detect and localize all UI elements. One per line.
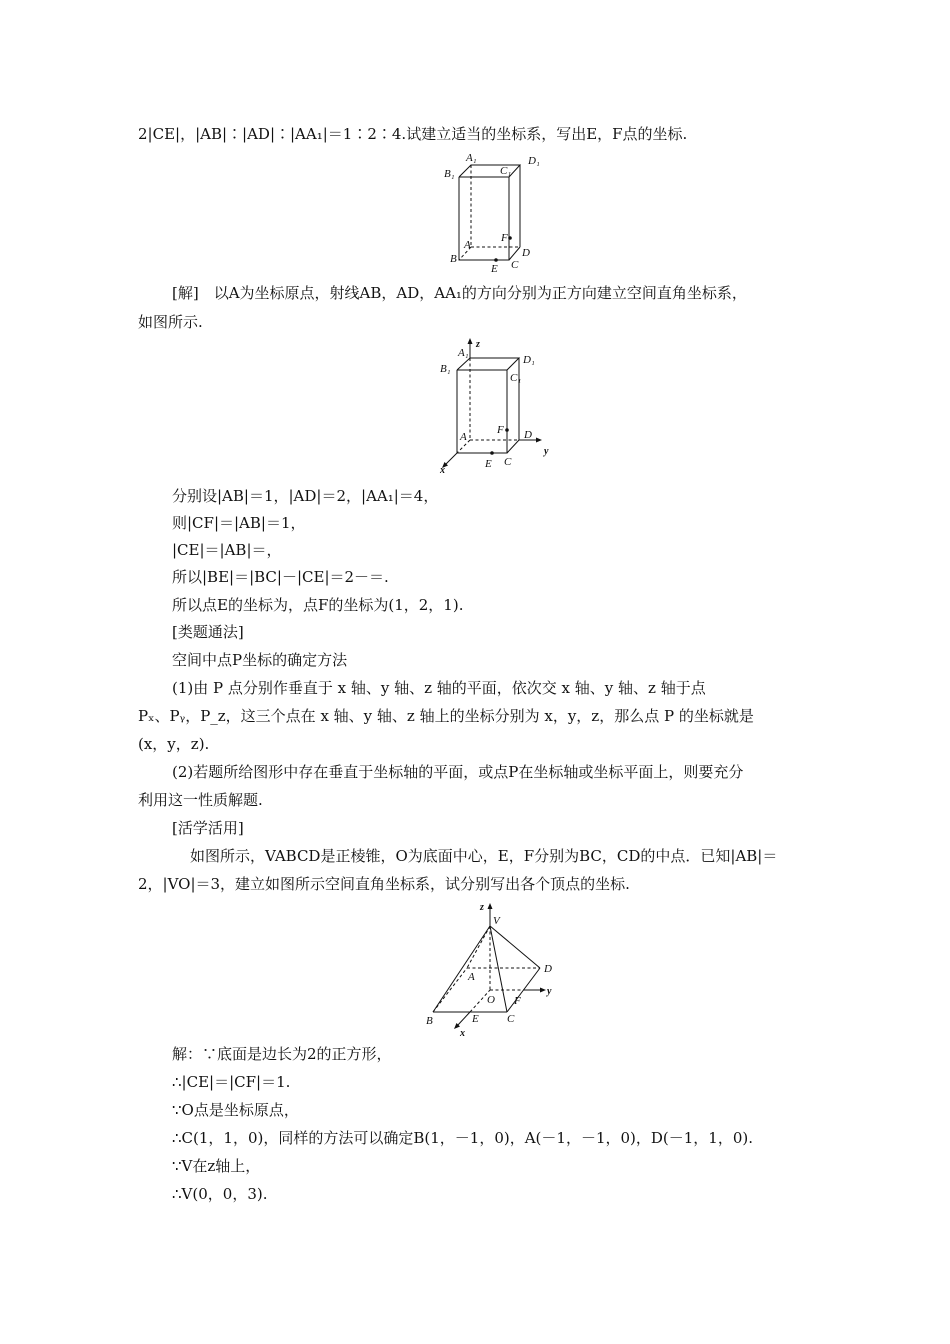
answer-text-line-2: ∴|CE|＝|CF|＝1. [172, 1073, 291, 1091]
solution-text-line-4: 则|CF|＝|AB|＝1， [172, 514, 306, 532]
answer-text-line-1: 解：∵底面是边长为2的正方形， [172, 1045, 392, 1063]
practice-text-line-2: 2，|VO|＝3，建立如图所示空间直角坐标系，试分别写出各个顶点的坐标. [138, 875, 630, 893]
solution-text-line-3: 分别设|AB|＝1，|AD|＝2，|AA₁|＝4， [172, 487, 439, 505]
point-E [490, 451, 494, 455]
label-C1: C₁ [500, 165, 512, 177]
answer-text-line-4: ∴C(1，1，0)，同样的方法可以确定B(1，－1，0)，A(－1，－1，0)，D(－1，1，0). [172, 1129, 754, 1147]
label-E: E [472, 1013, 479, 1025]
solution-text-line-6: 所以|BE|＝|BC|－|CE|＝2－＝. [172, 568, 389, 586]
label-D: D [522, 247, 530, 259]
label-A: A [464, 239, 471, 251]
method-text-line-1: (1)由 P 点分别作垂直于 x 轴、y 轴、z 轴的平面，依次交 x 轴、y 轴、z 轴于点 [172, 679, 706, 697]
figure-pyramid [420, 900, 570, 1040]
method-title: 空间中点P坐标的确定方法 [172, 651, 348, 669]
solution-text-line-2: 如图所示. [138, 313, 203, 331]
point-F [505, 428, 509, 432]
label-D1: D₁ [528, 155, 540, 167]
method-text-line-3: (x，y，z). [138, 735, 210, 753]
axis-label-y: y [547, 986, 552, 997]
label-D1: D₁ [523, 354, 535, 366]
solution-text-line-5: |CE|＝|AB|＝， [172, 541, 282, 559]
label-F: F [501, 232, 508, 244]
axis-label-z: z [480, 902, 484, 913]
section-heading-practice: [活学活用] [172, 819, 244, 837]
point-F [508, 236, 512, 240]
label-E: E [485, 458, 492, 470]
method-text-line-4: (2)若题所给图形中存在垂直于坐标轴的平面，或点P在坐标轴或坐标平面上，则要充分 [172, 763, 744, 781]
section-heading-class-method: [类题通法] [172, 623, 244, 641]
answer-text-line-5: ∵V在z轴上， [172, 1157, 261, 1175]
label-F: F [514, 995, 521, 1007]
solution-text-line-1: [解] 以A为坐标原点，射线AB，AD，AA₁的方向分别为正方向建立空间直角坐标系， [172, 284, 747, 302]
label-A1: A₁ [466, 152, 477, 164]
label-B: B [450, 253, 457, 265]
axis-label-x: x [440, 465, 445, 476]
label-B: B [426, 1015, 433, 1027]
label-A: A [460, 431, 467, 443]
label-F: F [497, 424, 504, 436]
label-C: C [507, 1013, 515, 1025]
label-A: A [468, 971, 475, 983]
label-B1: B₁ [440, 363, 451, 375]
problem-text-line-1: 2|CE|，|AB|∶|AD|∶|AA₁|＝1∶2∶4.试建立适当的坐标系，写出E，F点的坐标. [138, 125, 688, 143]
solution-text-line-7: 所以点E的坐标为，点F的坐标为(1，2，1). [172, 596, 464, 614]
answer-text-line-3: ∵O点是坐标原点， [172, 1101, 299, 1119]
label-V: V [493, 915, 500, 927]
figure-box-1 [440, 150, 560, 275]
label-D: D [524, 429, 532, 441]
method-text-line-5: 利用这一性质解题. [138, 791, 263, 809]
label-C1: C₁ [510, 372, 522, 384]
label-O: O [487, 994, 495, 1006]
label-E: E [491, 263, 498, 275]
axis-label-y: y [544, 446, 549, 457]
point-E [494, 258, 498, 262]
practice-text-line-1: 如图所示，VABCD是正棱锥，O为底面中心，E，F分别为BC，CD的中点．已知|AB|＝ [190, 847, 778, 865]
axis-label-x: x [460, 1028, 465, 1039]
answer-text-line-6: ∴V(0，0，3). [172, 1185, 268, 1203]
label-D: D [544, 963, 552, 975]
label-C: C [504, 456, 512, 468]
label-C: C [511, 259, 519, 271]
method-text-line-2: Pₓ、Pᵧ，P_z，这三个点在 x 轴、y 轴、z 轴上的坐标分别为 x，y，z，那么点 P 的坐标就是 [138, 707, 754, 725]
label-A1: A₁ [458, 347, 469, 359]
figure-box-2 [430, 337, 560, 477]
axis-label-z: z [476, 339, 480, 350]
label-B1: B₁ [444, 168, 455, 180]
